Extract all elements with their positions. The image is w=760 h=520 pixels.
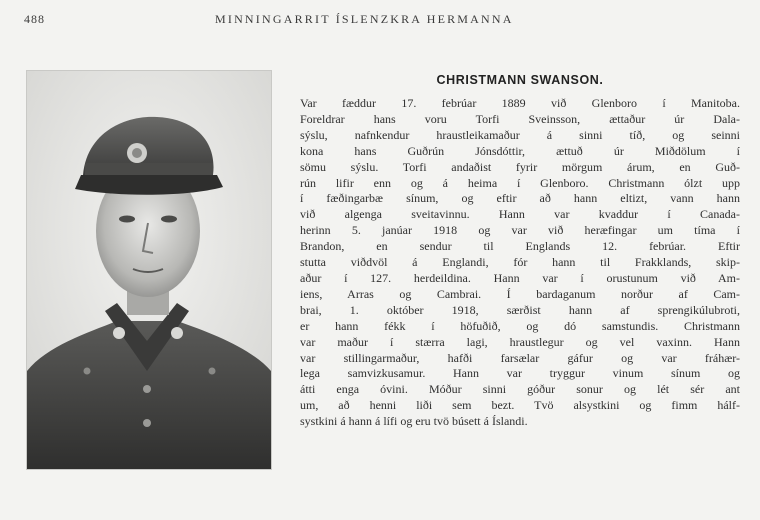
body-line: við algenga sveitavinnu. Hann var kvaddur í Canada- <box>300 207 740 222</box>
body-line: í fæðingarbæ sínum, og eftir að hann eltizt, vann hann <box>300 191 740 206</box>
portrait-illustration <box>27 71 271 469</box>
body-line: brai, 1. október 1918, særðist hann af sprengikúlubroti, <box>300 302 740 317</box>
body-line: Var fæddur 17. febrúar 1889 við Glenboro í Manitoba. <box>300 96 740 110</box>
soldier-portrait-photo <box>26 70 272 470</box>
body-line: iens, Arras og Cambrai. Í bardaganum norður af Cam- <box>300 286 740 301</box>
body-line: um, að henni liði sem bezt. Tvö alsystkini og fimm hálf- <box>300 398 740 413</box>
body-line: sömu sýslu. Torfi andaðist fyrir mörgum árum, en Guð- <box>300 159 740 174</box>
body-line: stutta viðdvöl á Englandi, fór hann til Frakklands, skip- <box>300 255 740 270</box>
body-line: rún lifir enn og á heima í Glenboro. Christmann ólzt upp <box>300 175 740 190</box>
body-line: aður í 127. herdeildina. Hann var í orustunum við Am- <box>300 270 740 285</box>
body-line: var maður í stærra lagi, hraustlegur og vel vaxinn. Hann <box>300 334 740 349</box>
body-line: systkini á hann á lífi og eru tvö búsett á Íslandi. <box>300 414 528 429</box>
body-line: sýslu, nafnkendur hraustleikamaður á sinni tíð, og seinni <box>300 127 740 142</box>
body-line: kona hans Guðrún Jónsdóttir, ættuð úr Miðdölum í <box>300 143 740 158</box>
body-line: herinn 5. janúar 1918 og var við heræfingar um tíma í <box>300 223 740 238</box>
body-line: átti enga óvini. Móður sinni góður sonur og lét sér ant <box>300 382 740 397</box>
article-body <box>300 96 740 430</box>
page-number: 488 <box>24 12 45 26</box>
article-title: CHRISTMANN SWANSON. <box>436 73 604 87</box>
body-line: Foreldrar hans voru Torfi Sveinsson, ættaður úr Dala- <box>300 111 740 126</box>
running-head: MINNINGARRIT ÍSLENZKRA HERMANNA <box>215 12 514 26</box>
body-line: er hann fékk í höfuðið, og dó samstundis. Christmann <box>300 318 740 333</box>
body-line: lega samvizkusamur. Hann var tryggur vinum sínum og <box>300 366 740 381</box>
body-line: Brandon, en sendur til Englands 12. febrúar. Eftir <box>300 239 740 254</box>
body-line: var stillingarmaður, hafði farsælar gáfur og var fráhær- <box>300 350 740 365</box>
